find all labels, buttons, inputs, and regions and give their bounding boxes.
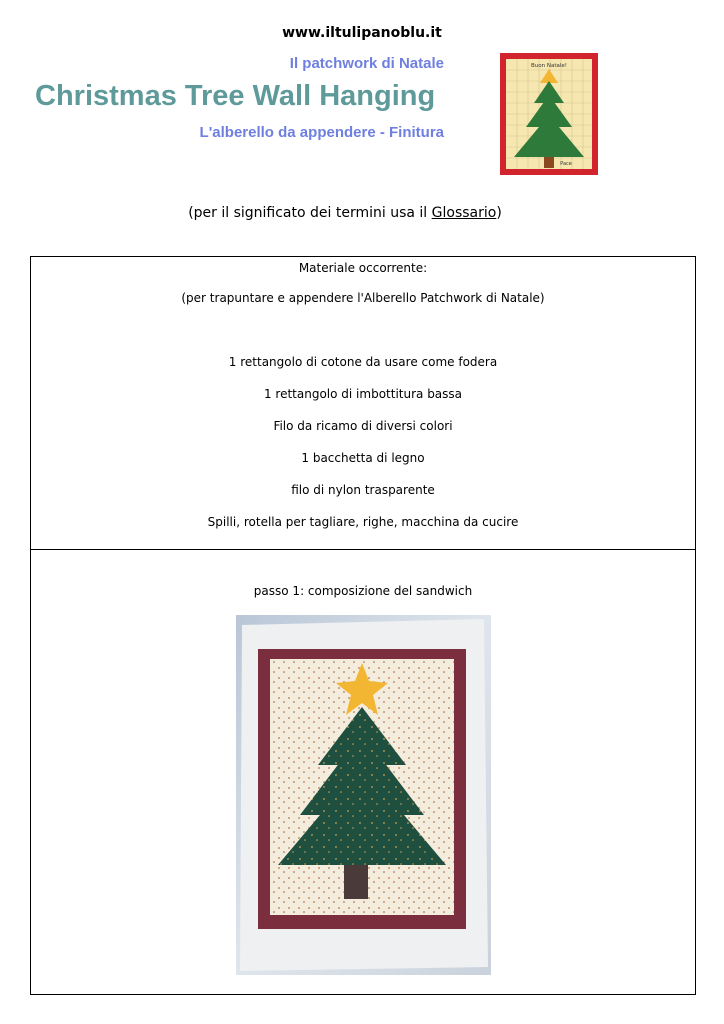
- logo-caption-top: Buon Natale!: [531, 63, 567, 69]
- logo-caption-bottom: Pace: [560, 161, 572, 167]
- materials-intro: (per trapuntare e appendere l'Alberello Patchwork di Natale): [181, 291, 545, 305]
- glossary-note: [0, 205, 690, 221]
- material-item: filo di nylon trasparente: [291, 483, 435, 497]
- glossary-suffix: ): [496, 205, 502, 221]
- glossary-prefix: (per il significato dei termini usa il: [188, 205, 432, 221]
- sandwich-photo: [236, 615, 491, 975]
- material-item: Filo da ricamo di diversi colori: [273, 419, 453, 433]
- material-item: 1 rettangolo di cotone da usare come fodera: [228, 355, 498, 369]
- materials-box: [30, 256, 696, 550]
- material-item: 1 bacchetta di legno: [301, 451, 425, 465]
- header-tagline: L'alberello da appendere - Finitura: [199, 124, 444, 141]
- glossary-link[interactable]: Glossario: [431, 205, 497, 221]
- page-title: Christmas Tree Wall Hanging: [35, 80, 436, 112]
- material-item: 1 rettangolo di imbottitura bassa: [263, 387, 463, 401]
- material-item: Spilli, rotella per tagliare, righe, macchina da cucire: [207, 515, 519, 529]
- logo-quilt-image: [500, 53, 598, 175]
- header-subtitle: Il patchwork di Natale: [289, 55, 444, 72]
- materials-heading: Materiale occorrente:: [298, 261, 428, 275]
- site-url-link[interactable]: www.iltulipanoblu.it: [282, 25, 442, 41]
- step1-heading: passo 1: composizione del sandwich: [253, 584, 473, 598]
